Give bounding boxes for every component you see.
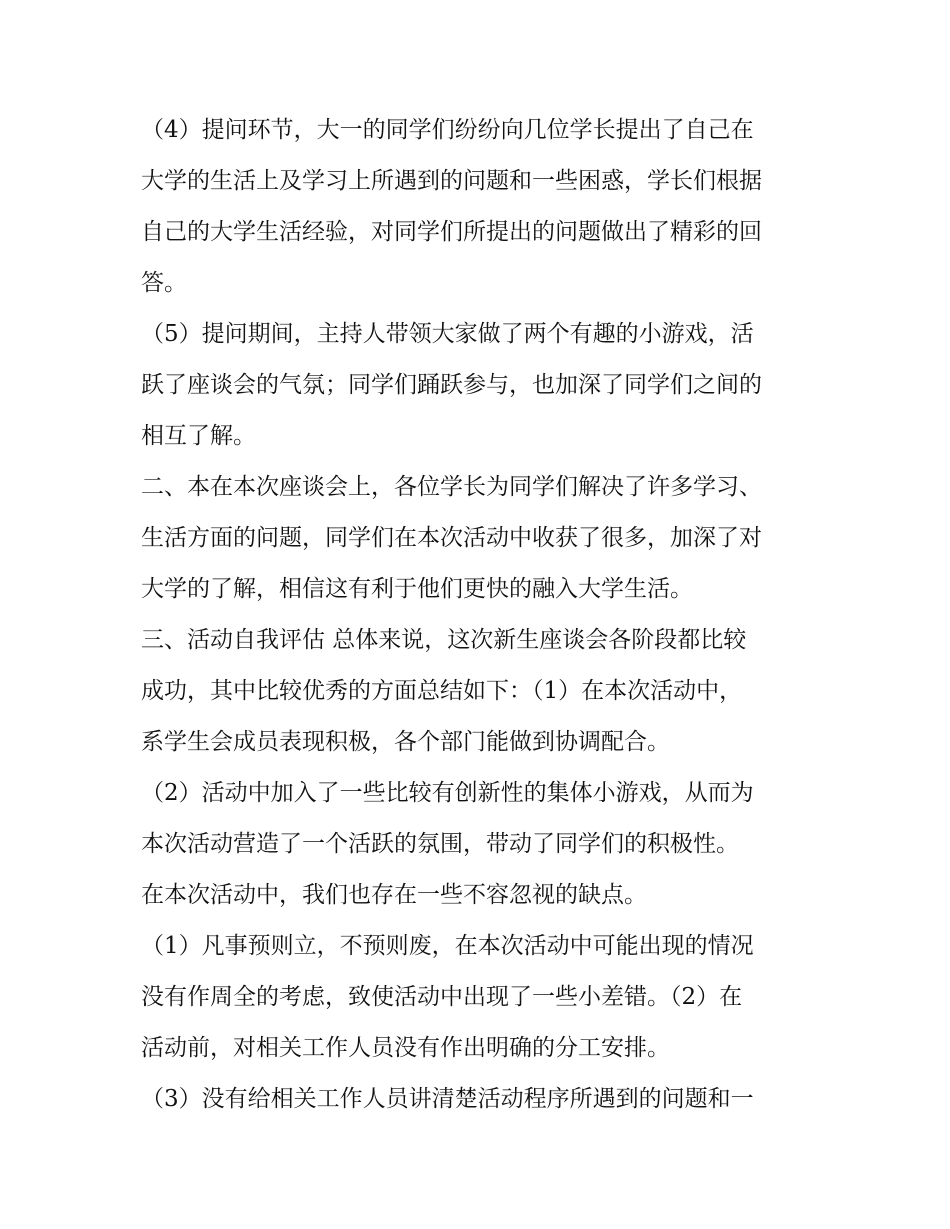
text-line: 系学生会成员表现积极，各个部门能做到协调配合。 xyxy=(141,729,670,755)
text-line: 活动前，对相关工作人员没有作出明确的分工安排。 xyxy=(141,1035,670,1061)
document-body xyxy=(141,105,811,1125)
text-line: （2）活动中加入了一些比较有创新性的集体小游戏，从而为 xyxy=(141,780,754,806)
text-line: 二、本在本次座谈会上，各位学长为同学们解决了许多学习、 xyxy=(141,474,762,500)
text-line: （1）凡事预则立，不预则废，在本次活动中可能出现的情况 xyxy=(141,933,754,959)
text-line: 没有作周全的考虑，致使活动中出现了一些小差错。（2）在 xyxy=(141,984,743,1010)
text-line: 在本次活动中，我们也存在一些不容忽视的缺点。 xyxy=(141,882,647,908)
text-line: 生活方面的问题，同学们在本次活动中收获了很多，加深了对 xyxy=(141,525,762,551)
text-line: 相互了解。 xyxy=(141,423,256,449)
text-line: 成功，其中比较优秀的方面总结如下：（1）在本次活动中， xyxy=(141,678,743,704)
text-line: 三、活动自我评估 总体来说，这次新生座谈会各阶段都比较 xyxy=(141,627,747,653)
text-line: 本次活动营造了一个活跃的氛围，带动了同学们的积极性。 xyxy=(141,831,739,857)
text-line: 答。 xyxy=(141,270,187,296)
text-line: （3）没有给相关工作人员讲清楚活动程序所遇到的问题和一 xyxy=(141,1086,754,1112)
text-line: 跃了座谈会的气氛；同学们踊跃参与，也加深了同学们之间的 xyxy=(141,372,762,398)
text-line: （4）提问环节，大一的同学们纷纷向几位学长提出了自己在 xyxy=(141,117,754,143)
text-line: 自己的大学生活经验，对同学们所提出的问题做出了精彩的回 xyxy=(141,219,762,245)
text-line: 大学的了解，相信这有利于他们更快的融入大学生活。 xyxy=(141,576,693,602)
text-line: 大学的生活上及学习上所遇到的问题和一些困惑，学长们根据 xyxy=(141,168,762,194)
text-line: （5）提问期间，主持人带领大家做了两个有趣的小游戏，活 xyxy=(141,321,754,347)
